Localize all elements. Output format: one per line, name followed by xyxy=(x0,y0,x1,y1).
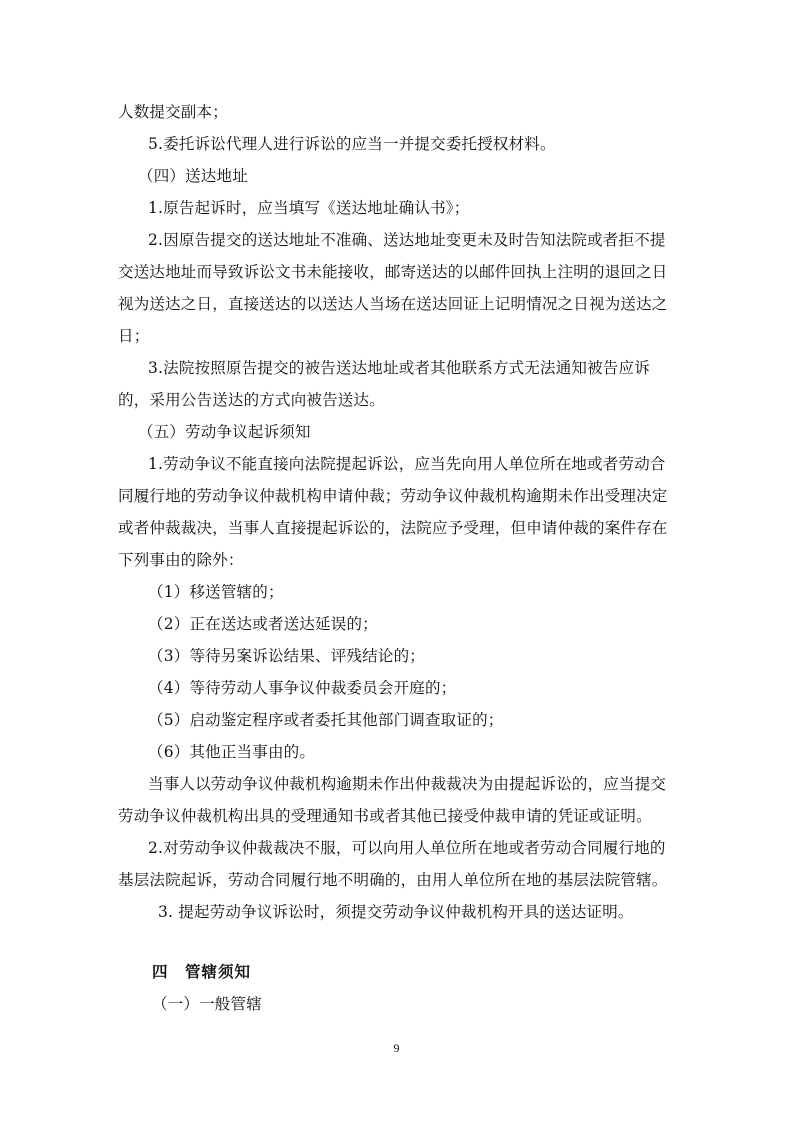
text-line: 日； xyxy=(118,327,150,345)
text-line: 2.对劳动争议仲裁裁决不服，可以向用人单位所在地或者劳动合同履行地的 xyxy=(148,839,666,857)
chapter-heading: 四 管辖须知 xyxy=(152,962,252,981)
text-line: 3.法院按照原告提交的被告送达地址或者其他联系方式无法通知被告应诉 xyxy=(148,359,650,377)
text-line: 的，采用公告送达的方式向被告送达。 xyxy=(118,391,385,409)
text-line: 视为送达之日，直接送达的以送达人当场在送达回证上记明情况之日视为送达之 xyxy=(118,295,668,313)
text-line: 基层法院起诉，劳动合同履行地不明确的，由用人单位所在地的基层法院管辖。 xyxy=(118,871,668,889)
text-line: 5.委托诉讼代理人进行诉讼的应当一并提交委托授权材料。 xyxy=(148,135,556,153)
text-line: 2.因原告提交的送达地址不准确、送达地址变更未及时告知法院或者拒不提 xyxy=(148,231,666,249)
text-line: 劳动争议仲裁机构出具的受理通知书或者其他已接受仲裁申请的凭证或证明。 xyxy=(118,807,652,825)
text-line: 当事人以劳动争议仲裁机构逾期未作出仲裁裁决为由提起诉讼的，应当提交 xyxy=(148,775,667,793)
list-item: （4）等待劳动人事争议仲裁委员会开庭的； xyxy=(148,679,457,697)
page-number: 9 xyxy=(393,1041,400,1055)
section-heading: （四）送达地址 xyxy=(138,167,248,185)
section-heading: （一）一般管辖 xyxy=(152,995,262,1013)
text-line: 或者仲裁裁决，当事人直接提起诉讼的，法院应予受理，但申请仲裁的案件存在 xyxy=(118,519,668,537)
text-line: 下列事由的除外： xyxy=(118,551,244,569)
text-line: 同履行地的劳动争议仲裁机构申请仲裁；劳动争议仲裁机构逾期未作出受理决定 xyxy=(118,487,668,505)
section-heading: （五）劳动争议起诉须知 xyxy=(138,423,311,441)
text-line: 交送达地址而导致诉讼文书未能接收，邮寄送达的以邮件回执上注明的退回之日 xyxy=(118,263,668,281)
list-item: （3）等待另案诉讼结果、评残结论的； xyxy=(148,647,425,665)
text-line: 3. 提起劳动争议诉讼时，须提交劳动争议仲裁机构开具的送达证明。 xyxy=(158,903,634,921)
list-item: （2）正在送达或者送达延误的； xyxy=(148,615,378,633)
text-line: 人数提交副本； xyxy=(118,103,228,121)
list-item: （6）其他正当事由的。 xyxy=(148,743,316,761)
list-item: （1）移送管辖的； xyxy=(148,583,284,601)
list-item: （5）启动鉴定程序或者委托其他部门调查取证的； xyxy=(148,711,504,729)
text-line: 1.劳动争议不能直接向法院提起诉讼，应当先向用人单位所在地或者劳动合 xyxy=(148,455,666,473)
text-line: 1.原告起诉时，应当填写《送达地址确认书》； xyxy=(148,199,470,217)
